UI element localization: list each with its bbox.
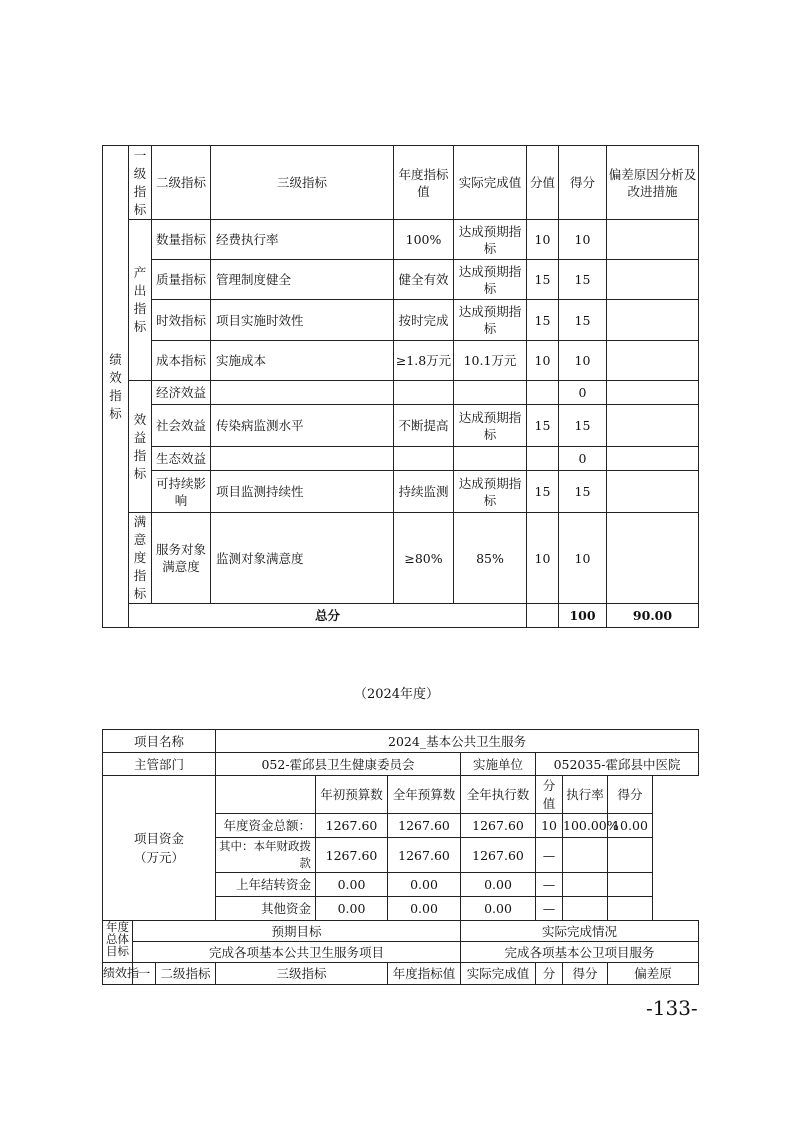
row-actual: 达成预期指标 xyxy=(454,471,527,513)
bottom-c2: 一 xyxy=(133,963,156,985)
row-level3: 管理制度健全 xyxy=(211,260,394,300)
fund-row-score xyxy=(608,838,653,873)
row-actual: 达成预期指标 xyxy=(454,260,527,300)
row-actual: 85% xyxy=(454,513,527,604)
row-level2: 服务对象满意度 xyxy=(152,513,211,604)
row-actual xyxy=(454,381,527,405)
dept-value: 052-霍邱县卫生健康委员会 xyxy=(216,753,461,776)
fund-row-full: 0.00 xyxy=(388,873,461,897)
fund-row-weight: 10 xyxy=(536,814,563,838)
performance-indicator-table xyxy=(102,145,699,628)
bottom-c3: 二级指标 xyxy=(156,963,216,985)
row-score: 10 xyxy=(559,220,607,260)
header-deviation: 偏差原因分析及改进措施 xyxy=(607,146,699,220)
bottom-c8: 得分 xyxy=(563,963,608,985)
row-target xyxy=(394,381,454,405)
header-weight: 分值 xyxy=(527,146,559,220)
impl-label: 实施单位 xyxy=(461,753,536,776)
total-score: 90.00 xyxy=(607,604,699,628)
fund-row-label: 其他资金 xyxy=(216,897,316,921)
bottom-c1: 绩效指 xyxy=(103,963,133,985)
total-blank xyxy=(527,604,559,628)
actual-goal-label: 实际完成情况 xyxy=(461,921,699,942)
fund-row-weight: — xyxy=(536,873,563,897)
row-actual xyxy=(454,447,527,471)
fund-row-initial: 0.00 xyxy=(316,873,388,897)
row-target: 按时完成 xyxy=(394,300,454,341)
row-level3: 实施成本 xyxy=(211,341,394,381)
project-summary-table xyxy=(102,729,699,985)
impl-value: 052035-霍邱县中医院 xyxy=(536,753,699,776)
fund-header-rate: 执行率 xyxy=(563,776,608,814)
fund-row-full: 1267.60 xyxy=(388,838,461,873)
fund-row-rate xyxy=(563,838,608,873)
row-level3 xyxy=(211,381,394,405)
row-score: 0 xyxy=(559,447,607,471)
total-label: 总分 xyxy=(129,604,527,628)
header-level1: 一级指标 xyxy=(129,146,152,220)
bottom-c5: 年度指标值 xyxy=(388,963,461,985)
row-level3 xyxy=(211,447,394,471)
fund-row-rate: 100.00% xyxy=(563,814,608,838)
fund-row-rate xyxy=(563,897,608,921)
row-actual: 达成预期指标 xyxy=(454,405,527,447)
row-level2: 时效指标 xyxy=(152,300,211,341)
row-deviation xyxy=(607,300,699,341)
row-deviation xyxy=(607,471,699,513)
row-level3: 项目监测持续性 xyxy=(211,471,394,513)
row-deviation xyxy=(607,405,699,447)
row-target: 持续监测 xyxy=(394,471,454,513)
row-deviation xyxy=(607,341,699,381)
row-level3: 监测对象满意度 xyxy=(211,513,394,604)
row-weight: 15 xyxy=(527,405,559,447)
fund-row-score xyxy=(608,897,653,921)
row-score: 15 xyxy=(559,260,607,300)
row-level3: 传染病监测水平 xyxy=(211,405,394,447)
dept-label: 主管部门 xyxy=(103,753,216,776)
project-name-value: 2024_基本公共卫生服务 xyxy=(216,730,699,753)
fund-header-initial: 年初预算数 xyxy=(316,776,388,814)
row-weight: 15 xyxy=(527,300,559,341)
fund-row-initial: 0.00 xyxy=(316,897,388,921)
row-actual: 达成预期指标 xyxy=(454,220,527,260)
header-actual: 实际完成值 xyxy=(454,146,527,220)
row-level2: 经济效益 xyxy=(152,381,211,405)
fund-row-exec: 0.00 xyxy=(461,873,536,897)
row-deviation xyxy=(607,447,699,471)
fund-row-label: 其中：本年财政拨款 xyxy=(216,838,316,873)
row-level2: 社会效益 xyxy=(152,405,211,447)
row-target: 健全有效 xyxy=(394,260,454,300)
header-target: 年度指标值 xyxy=(394,146,454,220)
row-level3: 经费执行率 xyxy=(211,220,394,260)
row-level3: 项目实施时效性 xyxy=(211,300,394,341)
row-level2: 生态效益 xyxy=(152,447,211,471)
expected-goal-label: 预期目标 xyxy=(133,921,461,942)
group-label-satisfaction: 满意度指标 xyxy=(129,513,152,604)
row-score: 10 xyxy=(559,513,607,604)
row-level2: 可持续影响 xyxy=(152,471,211,513)
row-score: 10 xyxy=(559,341,607,381)
row-target: ≥1.8万元 xyxy=(394,341,454,381)
fund-row-score xyxy=(608,873,653,897)
fund-row-label: 上年结转资金 xyxy=(216,873,316,897)
fund-row-label: 年度资金总额： xyxy=(216,814,316,838)
goal-side-label: 年度总体目标 xyxy=(103,921,133,963)
total-weight: 100 xyxy=(559,604,607,628)
row-weight: 15 xyxy=(527,260,559,300)
row-weight xyxy=(527,447,559,471)
header-level3: 三级指标 xyxy=(211,146,394,220)
fund-header-weight: 分值 xyxy=(536,776,563,814)
fund-row-weight: — xyxy=(536,897,563,921)
header-score: 得分 xyxy=(559,146,607,220)
row-deviation xyxy=(607,513,699,604)
row-deviation xyxy=(607,220,699,260)
row-weight: 10 xyxy=(527,341,559,381)
bottom-c9: 偏差原 xyxy=(608,963,699,985)
fund-row-initial: 1267.60 xyxy=(316,814,388,838)
year-caption: （2024年度） xyxy=(353,687,440,702)
row-target xyxy=(394,447,454,471)
actual-goal: 完成各项基本公卫项目服务 xyxy=(461,942,699,963)
fund-header-score: 得分 xyxy=(608,776,653,814)
fund-row-exec: 0.00 xyxy=(461,897,536,921)
fund-row-rate xyxy=(563,873,608,897)
row-level2: 成本指标 xyxy=(152,341,211,381)
fund-label: 项目资金（万元） xyxy=(103,776,216,921)
row-target: ≥80% xyxy=(394,513,454,604)
header-level2: 二级指标 xyxy=(152,146,211,220)
bottom-c6: 实际完成值 xyxy=(461,963,536,985)
row-actual: 10.1万元 xyxy=(454,341,527,381)
row-weight: 10 xyxy=(527,220,559,260)
bottom-c4: 三级指标 xyxy=(216,963,388,985)
row-level2: 质量指标 xyxy=(152,260,211,300)
row-target: 不断提高 xyxy=(394,405,454,447)
fund-header-exec: 全年执行数 xyxy=(461,776,536,814)
fund-row-exec: 1267.60 xyxy=(461,814,536,838)
project-name-label: 项目名称 xyxy=(103,730,216,753)
row-actual: 达成预期指标 xyxy=(454,300,527,341)
vertical-label-cell: 绩效指标 xyxy=(103,146,129,628)
row-deviation xyxy=(607,260,699,300)
row-score: 15 xyxy=(559,405,607,447)
fund-row-full: 1267.60 xyxy=(388,814,461,838)
bottom-c7: 分 xyxy=(536,963,563,985)
fund-row-exec: 1267.60 xyxy=(461,838,536,873)
expected-goal: 完成各项基本公共卫生服务项目 xyxy=(133,942,461,963)
row-deviation xyxy=(607,381,699,405)
row-weight: 10 xyxy=(527,513,559,604)
row-weight xyxy=(527,381,559,405)
fund-header-full: 全年预算数 xyxy=(388,776,461,814)
row-target: 100% xyxy=(394,220,454,260)
fund-row-initial: 1267.60 xyxy=(316,838,388,873)
fund-header-blank xyxy=(216,776,316,814)
fund-row-score: 10.00 xyxy=(608,814,653,838)
row-score: 0 xyxy=(559,381,607,405)
fund-row-full: 0.00 xyxy=(388,897,461,921)
row-weight: 15 xyxy=(527,471,559,513)
page-number: -133- xyxy=(646,996,698,1020)
row-score: 15 xyxy=(559,300,607,341)
row-score: 15 xyxy=(559,471,607,513)
fund-row-weight: — xyxy=(536,838,563,873)
row-level2: 数量指标 xyxy=(152,220,211,260)
group-label-output: 产出指标 xyxy=(129,220,152,381)
group-label-benefit: 效益指标 xyxy=(129,381,152,513)
